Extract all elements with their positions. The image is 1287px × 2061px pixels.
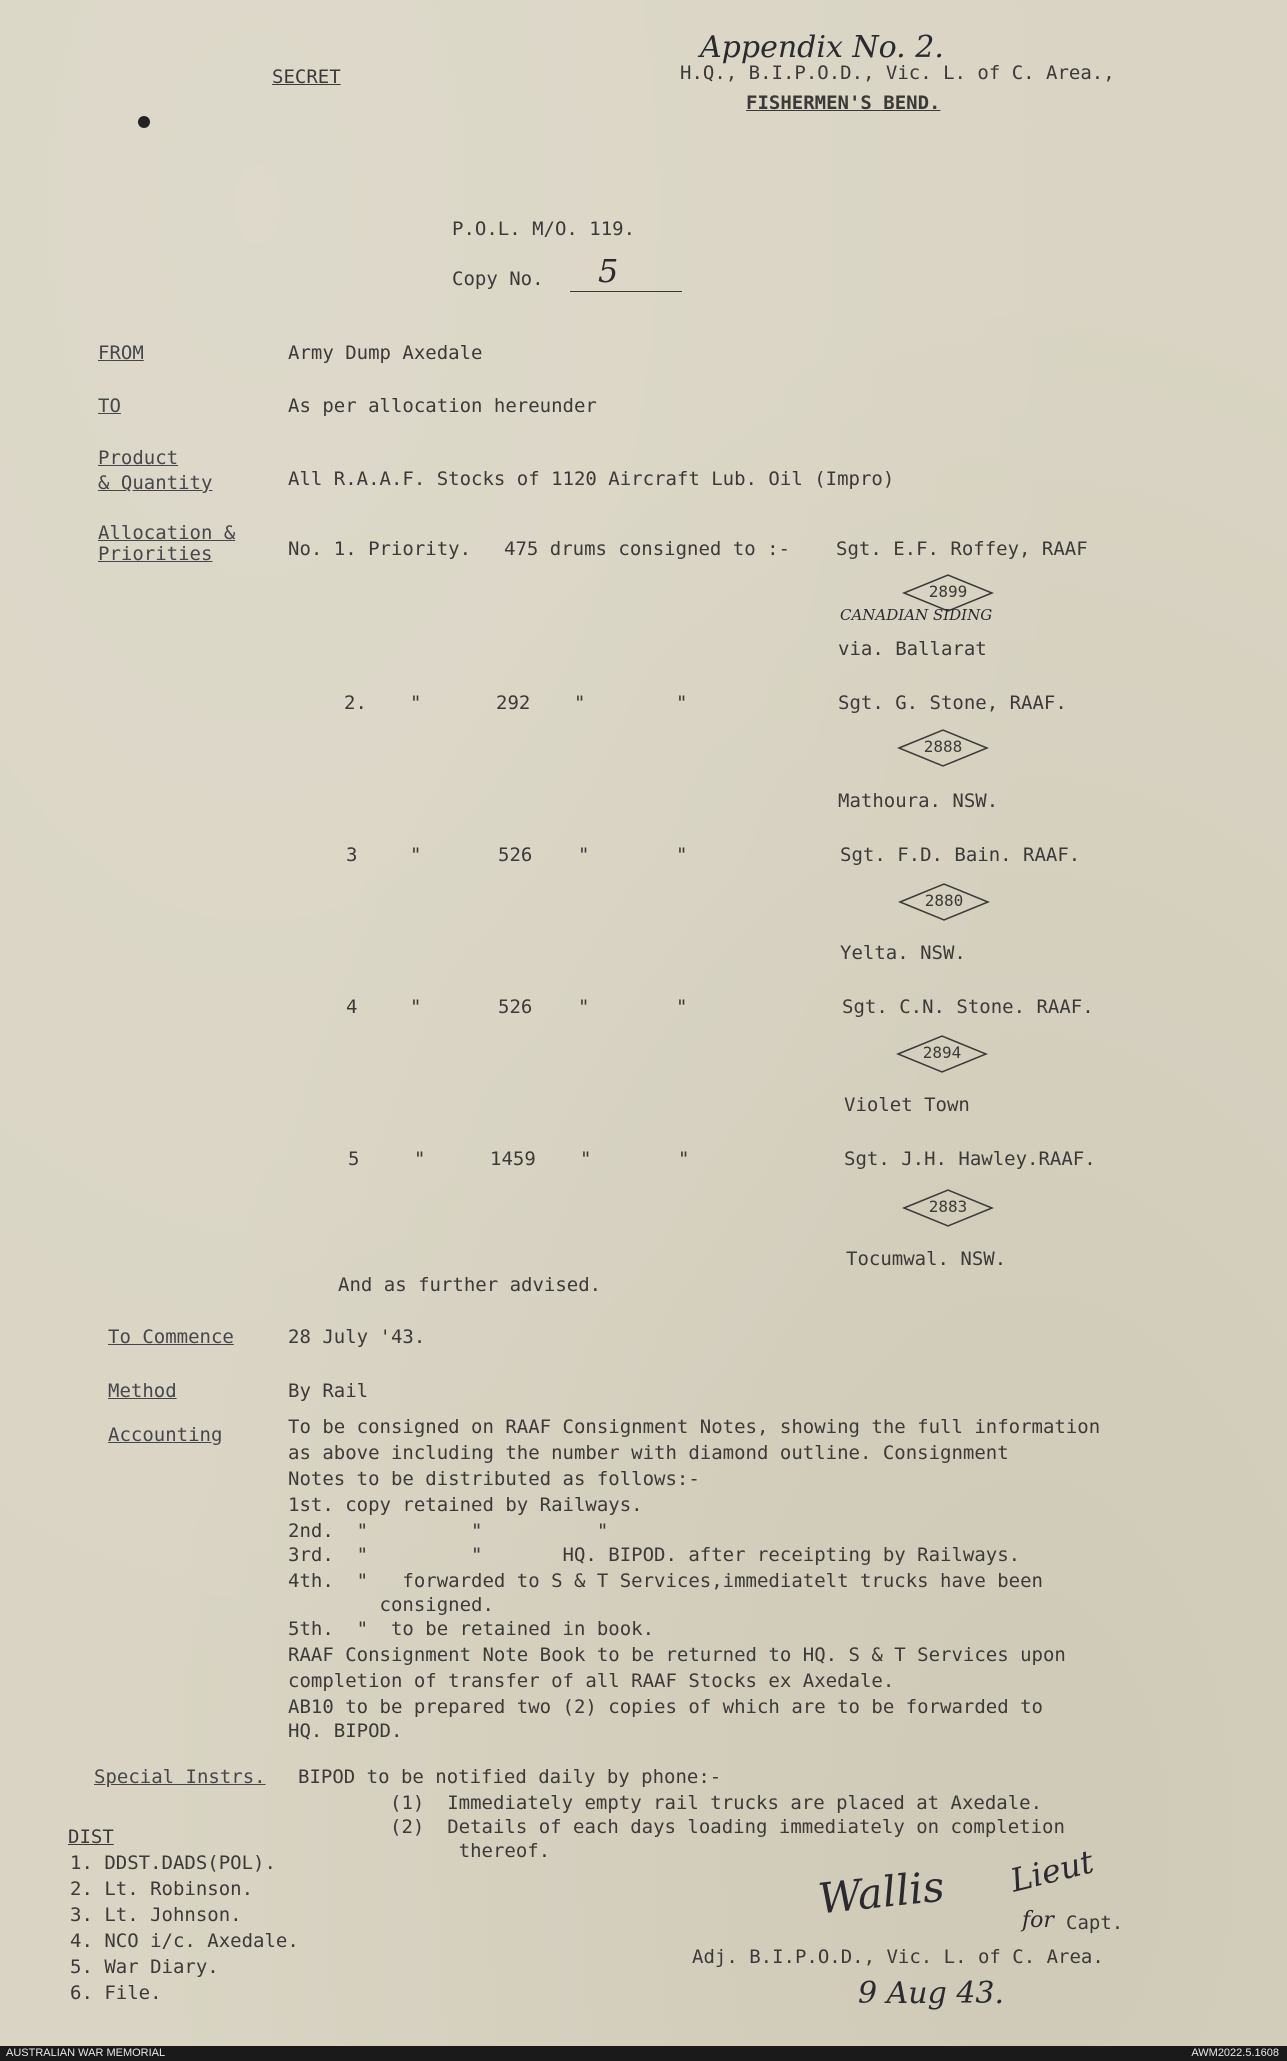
punch-hole bbox=[138, 116, 150, 128]
signature-date: 9 Aug 43. bbox=[858, 1976, 1005, 2011]
dist-item: 3. Lt. Johnson. bbox=[70, 1904, 242, 1926]
special-value: BIPOD to be notified daily by phone:- bbox=[298, 1766, 722, 1788]
accounting-line: consigned. bbox=[288, 1594, 494, 1616]
alloc-1-priority: No. 1. Priority. bbox=[288, 538, 472, 560]
alloc-2-diamond bbox=[897, 728, 989, 768]
accounting-line: 5th. " to be retained in book. bbox=[288, 1618, 655, 1640]
alloc-4-drums: 526 bbox=[498, 996, 533, 1018]
alloc-4-ditto: " bbox=[578, 996, 590, 1018]
to-value: As per allocation hereunder bbox=[288, 395, 597, 417]
alloc-4-ditto: " bbox=[410, 996, 422, 1018]
special-item: (1) Immediately empty rail trucks are placed at Axedale. bbox=[390, 1792, 1043, 1814]
accounting-line: 3rd. " " HQ. BIPOD. after receipting by Railways. bbox=[288, 1544, 1021, 1566]
alloc-2-place: Mathoura. NSW. bbox=[838, 790, 999, 812]
accounting-line: Notes to be distributed as follows:- bbox=[288, 1468, 700, 1490]
signature-for: for bbox=[1022, 1908, 1054, 1933]
accounting-line: 1st. copy retained by Railways. bbox=[288, 1494, 643, 1516]
special-label: Special Instrs. bbox=[94, 1766, 266, 1788]
dist-item: 2. Lt. Robinson. bbox=[70, 1878, 254, 1900]
accounting-line: 4th. " forwarded to S & T Services,immediatelt trucks have been bbox=[288, 1570, 1043, 1592]
dist-item: 1. DDST.DADS(POL). bbox=[70, 1852, 276, 1874]
alloc-1-number: 2899 bbox=[928, 582, 968, 601]
accounting-label: Accounting bbox=[108, 1424, 223, 1446]
adj-line: Adj. B.I.P.O.D., Vic. L. of C. Area. bbox=[692, 1946, 1104, 1968]
alloc-3-place: Yelta. NSW. bbox=[840, 942, 966, 964]
alloc-2-number: 2888 bbox=[923, 737, 963, 756]
accounting-line: as above including the number with diamond outline. Consignment bbox=[288, 1442, 1009, 1464]
alloc-2-ditto: " bbox=[676, 692, 688, 714]
dist-item: 5. War Diary. bbox=[70, 1956, 219, 1978]
copy-label: Copy No. bbox=[452, 268, 544, 290]
secret-heading: SECRET bbox=[272, 66, 341, 88]
signature-rank: Lieut bbox=[1006, 1842, 1098, 1900]
from-value: Army Dump Axedale bbox=[288, 342, 483, 364]
alloc-4-consignee: Sgt. C.N. Stone. RAAF. bbox=[842, 996, 1094, 1018]
special-item: (2) Details of each days loading immediately on completion bbox=[390, 1816, 1065, 1838]
alloc-3-consignee: Sgt. F.D. Bain. RAAF. bbox=[840, 844, 1081, 866]
location-line: FISHERMEN'S BEND. bbox=[746, 92, 941, 114]
alloc-3-number: 2880 bbox=[924, 891, 964, 910]
archive-footer bbox=[0, 2046, 1287, 2061]
alloc-5-place: Tocumwal. NSW. bbox=[846, 1248, 1007, 1270]
alloc-1-note: CANADIAN SIDING bbox=[840, 606, 993, 624]
allocation-label: Allocation & bbox=[98, 522, 236, 544]
accounting-line: 2nd. " " " bbox=[288, 1520, 609, 1542]
further-advised: And as further advised. bbox=[338, 1274, 602, 1296]
signature-name: Wallis bbox=[815, 1861, 947, 1924]
copy-underline bbox=[570, 291, 682, 292]
alloc-5-ditto: " bbox=[678, 1148, 690, 1170]
priorities-label: Priorities bbox=[98, 543, 213, 565]
alloc-2-priority: 2. bbox=[344, 692, 367, 714]
alloc-2-ditto: " bbox=[574, 692, 586, 714]
order-ref: P.O.L. M/O. 119. bbox=[452, 218, 636, 240]
copy-number: 5 bbox=[598, 252, 619, 290]
alloc-4-priority: 4 bbox=[346, 996, 358, 1018]
product-label: Product bbox=[98, 447, 179, 469]
alloc-5-number: 2883 bbox=[928, 1197, 968, 1216]
product-value: All R.A.A.F. Stocks of 1120 Aircraft Lub. Oil (Impro) bbox=[288, 468, 895, 490]
accounting-line: To be consigned on RAAF Consignment Notes, showing the full information bbox=[288, 1416, 1101, 1438]
alloc-4-diamond bbox=[896, 1034, 988, 1074]
alloc-5-drums: 1459 bbox=[490, 1148, 536, 1170]
commence-label: To Commence bbox=[108, 1326, 234, 1348]
accounting-line: RAAF Consignment Note Book to be returned to HQ. S & T Services upon bbox=[288, 1644, 1066, 1666]
alloc-3-ditto: " bbox=[578, 844, 590, 866]
to-label: TO bbox=[98, 395, 121, 417]
method-label: Method bbox=[108, 1380, 177, 1402]
method-value: By Rail bbox=[288, 1380, 369, 1402]
footer-left: AUSTRALIAN WAR MEMORIAL bbox=[6, 2047, 166, 2059]
alloc-1-place: via. Ballarat bbox=[838, 638, 987, 660]
alloc-2-ditto: " bbox=[410, 692, 422, 714]
alloc-3-ditto: " bbox=[410, 844, 422, 866]
alloc-2-consignee: Sgt. G. Stone, RAAF. bbox=[838, 692, 1067, 714]
alloc-4-place: Violet Town bbox=[844, 1094, 970, 1116]
alloc-5-ditto: " bbox=[580, 1148, 592, 1170]
footer-right: AWM2022.5.1608 bbox=[1191, 2047, 1279, 2059]
special-item: thereof. bbox=[390, 1840, 551, 1862]
dist-item: 6. File. bbox=[70, 1982, 162, 2004]
from-label: FROM bbox=[98, 342, 144, 364]
dist-item: 4. NCO i/c. Axedale. bbox=[70, 1930, 299, 1952]
dist-label: DIST bbox=[68, 1826, 114, 1848]
alloc-4-number: 2894 bbox=[922, 1043, 962, 1062]
commence-value: 28 July '43. bbox=[288, 1326, 426, 1348]
alloc-5-ditto: " bbox=[414, 1148, 426, 1170]
alloc-3-diamond bbox=[898, 882, 990, 922]
accounting-line: HQ. BIPOD. bbox=[288, 1720, 403, 1742]
accounting-line: completion of transfer of all RAAF Stocks ex Axedale. bbox=[288, 1670, 895, 1692]
accounting-line: AB10 to be prepared two (2) copies of which are to be forwarded to bbox=[288, 1696, 1043, 1718]
alloc-3-drums: 526 bbox=[498, 844, 533, 866]
alloc-3-priority: 3 bbox=[346, 844, 358, 866]
alloc-5-consignee: Sgt. J.H. Hawley.RAAF. bbox=[844, 1148, 1096, 1170]
signature-capt: Capt. bbox=[1066, 1912, 1124, 1934]
hq-line: H.Q., B.I.P.O.D., Vic. L. of C. Area., bbox=[680, 62, 1115, 84]
alloc-3-ditto: " bbox=[676, 844, 688, 866]
alloc-2-drums: 292 bbox=[496, 692, 531, 714]
alloc-5-priority: 5 bbox=[348, 1148, 360, 1170]
alloc-4-ditto: " bbox=[676, 996, 688, 1018]
alloc-5-diamond bbox=[902, 1188, 994, 1228]
quantity-label: & Quantity bbox=[98, 472, 213, 494]
alloc-1-consignee: Sgt. E.F. Roffey, RAAF bbox=[836, 538, 1088, 560]
appendix-note: Appendix No. 2. bbox=[700, 30, 944, 65]
alloc-1-drums: 475 drums consigned to :- bbox=[504, 538, 790, 560]
